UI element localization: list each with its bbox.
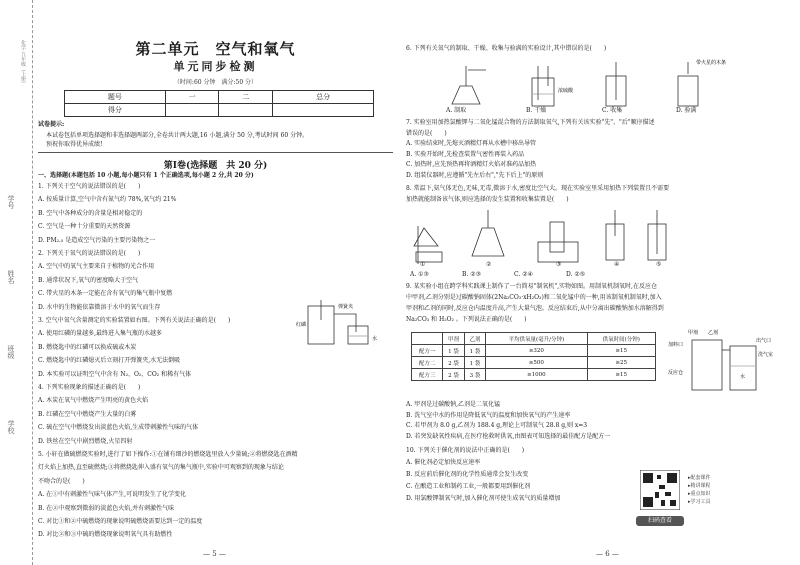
tips-line: 预祝你取得优异成绩! — [46, 141, 103, 148]
q8-fig-label: ⑤ — [656, 261, 662, 268]
unit-subtitle: 单元同步检测 — [173, 60, 258, 73]
text-line: 4. 下列实验现象的描述正确的是( ) — [38, 384, 141, 391]
q3-apparatus-figure — [296, 296, 388, 350]
text-line: 3. 空气中氧气含量测定的实验装置如右图。下列有关说法正确的是( ) — [38, 317, 231, 324]
label-spark-stick: 带火星的木条 — [696, 60, 727, 66]
page-number: — 6 — — [596, 550, 619, 558]
table-cell: ≥25 — [587, 357, 656, 369]
tips-line: 本试卷包括单项选择题和非选择题两部分,全卷共计两大题,16 小题,满分 50 分,考试时间 60 分钟。 — [46, 132, 309, 139]
table-cell: 3 袋 — [464, 369, 485, 381]
q9-header: 平均供氧量(毫升/分钟) — [486, 333, 587, 345]
label-spring-clip: 弹簧夹 — [338, 304, 354, 310]
scan-button[interactable]: 扫码查看 — [636, 516, 684, 526]
text-line: 甲剂和乙剂的同时,反应仓内温度升高,产生大量气泡。反应结束后,从中分离出碳酸钠加水溶解得到 — [406, 305, 664, 312]
q6-stem: 6. 下列有关氧气的制取、干燥、收集与验满的实验设计,其中错误的是( ) — [406, 45, 607, 52]
label-water: 水 — [740, 374, 746, 380]
table-cell: 配方二 — [412, 357, 443, 369]
tips-label: 试卷提示: — [38, 121, 65, 128]
q6-option: C. 收集 — [602, 107, 623, 114]
table-row — [412, 369, 656, 381]
text-line: 中甲剂,乙剂分别是过碳酸钠固体(2Na₂CO₃·xH₂O₂)和二氧化锰中的一种,用该制氧机制氧时,加入 — [406, 294, 662, 301]
score-header: 题号 — [65, 91, 166, 104]
gutter-class-label: 班级 — [7, 345, 15, 359]
table-cell: 2 袋 — [443, 369, 464, 381]
text-line: A. 甲剂是过碳酸钠,乙剂是二氧化锰 — [406, 401, 501, 408]
q9-header — [412, 333, 443, 345]
qr-tag: ▸精讲课程 — [688, 483, 711, 489]
gutter-id-label: 学号 — [7, 195, 15, 209]
qr-code-icon — [640, 470, 680, 510]
text-line: D. 本实验可以证明空气中含有 N₂、O₂、CO₂ 和稀有气体 — [38, 370, 192, 378]
score-header: 一 — [165, 91, 219, 104]
score-header: 总分 — [273, 91, 374, 104]
text-line: 1. 下列关于空气的说法错误的是( ) — [38, 183, 141, 190]
right-page — [400, 0, 800, 565]
label-wash-chamber: 洗气室 — [758, 352, 774, 358]
text-line: B. 反应前后催化剂的化学性质通常会发生改变 — [406, 471, 529, 478]
q8-fig-label: ④ — [614, 261, 620, 268]
divider — [38, 152, 393, 153]
q9-device-figure — [668, 326, 786, 396]
q6-option: A. 制取 — [446, 107, 467, 114]
page-number: — 5 — — [203, 550, 226, 558]
text-line: B. 通常状况下,氧气的密度略大于空气 — [38, 276, 139, 284]
text-line: A. 催化剂必定加快反应速率 — [406, 459, 481, 466]
table-cell: 1 袋 — [464, 357, 485, 369]
label-red-phosphorus: 红磷 — [296, 322, 307, 328]
text-line: D. 对比②和③中硫的燃烧现象说明氧气具有助燃性 — [38, 531, 173, 539]
text-line: C. 若甲剂为 8.0 g,乙剂为 188.4 g,理论上可制氧气 28.8 g,则 x=3 — [406, 422, 588, 429]
q8-option: A. ①③ — [410, 271, 429, 278]
table-cell: 配方三 — [412, 369, 443, 381]
table-row — [412, 345, 656, 357]
label-outlet: 出气口 — [756, 338, 772, 344]
text-line: C. 燃烧匙中的红磷熄灭后立刻打开弹簧夹,水无法倒吸 — [38, 357, 181, 365]
table-cell: ≥15 — [587, 369, 656, 381]
part1-description: 一、选择题(本题包括 10 小题,每小题只有 1 个正确选项,每小题 2 分,共 20 分) — [38, 172, 254, 179]
text-line: C. 硫在空气中燃烧发出淡蓝色火焰,生成带刺激性气味的气体 — [38, 424, 199, 432]
text-line: 9. 某实验小组在跨学科实践课上制作了一台简易"制氧机",实物如图。用制氧机制氧时,在反应仓 — [406, 283, 657, 290]
score-row-label: 得分 — [65, 104, 166, 117]
text-line: B. 空气中各种成分的含量是相对稳定的 — [38, 209, 143, 217]
q9-header: 乙剂 — [464, 333, 485, 345]
label-conc-sulfuric: 浓硫酸 — [558, 88, 574, 94]
gutter-grade-label: 化学 九年级（上册） — [20, 40, 26, 87]
unit-title: 第二单元 空气和氧气 — [135, 40, 296, 58]
binding-gutter — [0, 0, 33, 565]
gutter-school-label: 学校 — [7, 420, 15, 434]
text-line: D. 铁丝在空气中剧烈燃烧,火星四射 — [38, 437, 133, 445]
text-line: B. 红磷在空气中燃烧产生大量的白雾 — [38, 410, 137, 418]
text-line: D. 水中的生物能依靠微溶于水中的氧气而生存 — [38, 303, 161, 311]
text-line: Na₂CO₃ 和 H₂O₂ 。下列说法正确的是( ) — [406, 316, 527, 323]
text-line: 10. 下列关于催化剂的说法中正确的是( ) — [406, 447, 525, 454]
text-line: 2. 下列关于氧气的说法错误的是( ) — [38, 250, 141, 257]
q8-option: D. ②⑤ — [566, 271, 586, 278]
table-cell: 2 袋 — [443, 357, 464, 369]
score-cell[interactable] — [273, 104, 374, 117]
qr-tag: ▸学习工具 — [688, 499, 711, 505]
text-line: A. 按质量计算,空气中含有氮气约 78%,氧气约 21% — [38, 196, 177, 204]
q6-option: D. 验满 — [676, 107, 697, 114]
text-line: D. 用氯酸钾制氧气时,加入催化剂可使生成氧气的质量增加 — [406, 495, 561, 502]
q6-option: B. 干燥 — [526, 107, 547, 114]
text-line: C. 带火星的木条一定能在含有氧气的集气瓶中复燃 — [38, 290, 173, 298]
text-line: D. 若突发缺氧性疾病,在医疗抢救时供氧,由图表可知选择的最佳配方是配方一 — [406, 432, 611, 440]
table-cell: 1 袋 — [464, 345, 485, 357]
text-line: 8. 常温下,氨气体无色,无味,无毒,微溶于水,密度比空气大。现在实验室里采用加热下列装置且不需要 — [406, 185, 670, 192]
label-reaction-chamber: 反应仓 — [668, 370, 684, 376]
q9-header: 甲剂 — [443, 333, 464, 345]
text-line: 加热就能制备该气体,则应选择的发生装置和收集装置是( ) — [406, 195, 569, 203]
table-cell: ≥1000 — [486, 369, 587, 381]
q8-option: B. ②③ — [462, 271, 481, 278]
q8-option: C. ②④ — [514, 271, 533, 278]
table-cell: 配方一 — [412, 345, 443, 357]
table-row — [412, 357, 656, 369]
gutter-name-label: 姓名 — [7, 270, 15, 284]
table-cell: 1 袋 — [443, 345, 464, 357]
exam-meta: （时间:60 分钟 满分:50 分） — [173, 79, 258, 86]
table-cell: ≥15 — [587, 345, 656, 357]
qr-tag: ▸配套课件 — [688, 475, 711, 481]
text-line: A. 实验结束时,先熄灭酒精灯再从水槽中移出导管 — [406, 140, 537, 147]
text-line: B. 洗气室中水的作用是降低氧气的温度和加快氧气的产生速率 — [406, 411, 571, 419]
text-line: 灯火焰上加热,直至硫燃烧;③将燃烧匙伸入盛有氧气的集气瓶中,实验中可观察到的现象与结论 — [38, 464, 284, 472]
label-agent-a: 甲剂 — [688, 330, 699, 336]
q8-fig-label: ① — [420, 261, 426, 268]
text-line: 5. 小轩在做硫燃烧实验时,进行了如下操作:①在铺有细沙的燃烧匙里放入少量硫;②将燃烧匙在酒精 — [38, 451, 298, 458]
text-line: A. 木炭在氧气中燃烧产生明亮的黄色火焰 — [38, 397, 149, 405]
text-line: B. 实验开始时,先检查装置气密性再装入药品 — [406, 150, 525, 158]
q8-fig-label: ③ — [556, 261, 562, 268]
text-line: 错误的是( ) — [406, 129, 447, 137]
text-line: A. 在①中有刺激性气味气体产生,可说明发生了化学变化 — [38, 491, 187, 499]
q9-header: 供氧时间(分钟) — [587, 333, 656, 345]
qr-tag-list — [688, 474, 711, 506]
q9-header-row — [412, 333, 656, 345]
text-line: B. 在②中观察到微弱的淡蓝色火焰,并有刺激性气味 — [38, 504, 175, 512]
label-inlet: 加料口 — [668, 342, 684, 348]
text-line: 不吻合的是( ) — [38, 477, 85, 485]
text-line: A. 空气中的氧气主要来自于植物的光合作用 — [38, 263, 155, 271]
q9-table — [411, 332, 656, 381]
score-table — [64, 90, 374, 117]
label-water: 水 — [372, 336, 378, 342]
table-cell: ≥500 — [486, 357, 587, 369]
q6-figures — [446, 56, 746, 114]
text-line: D. PM₂.₅ 是造成空气污染的主要污染物之一 — [38, 236, 156, 244]
label-agent-b: 乙剂 — [708, 330, 719, 336]
table-cell: ≥320 — [486, 345, 587, 357]
text-line: 7. 实验室用加热氯酸钾与二氧化锰混合物的方法制取氧气,下列有关该实验"先"、"后"顺序描述 — [406, 119, 655, 126]
score-row — [65, 104, 374, 117]
score-header-row — [65, 91, 374, 104]
text-line: C. 在酿造工业和制药工业,一般都要用到催化剂 — [406, 483, 531, 490]
part1-title: 第Ⅰ卷(选择题 共 20 分) — [163, 161, 268, 171]
q8-figures — [410, 206, 670, 270]
score-cell[interactable] — [165, 104, 219, 117]
text-line: B. 燃烧匙中的红磷可以换成硫或木炭 — [38, 343, 137, 351]
text-line: A. 使用红磷的量越多,最终进入集气瓶的水越多 — [38, 330, 163, 338]
q8-fig-label: ② — [486, 261, 492, 268]
qr-tag: ▸重点知识 — [688, 491, 711, 497]
text-line: C. 空气是一种十分重要的天然资源 — [38, 223, 131, 231]
text-line: D. 组装仪器时,应遵循"先左后右","先下后上"的原则 — [406, 171, 544, 179]
score-header: 二 — [219, 91, 273, 104]
text-line: C. 对比①和②中硫燃烧的现象说明硫燃烧需要达到一定的温度 — [38, 518, 203, 525]
score-cell[interactable] — [219, 104, 273, 117]
text-line: C. 加热时,应先预热再将酒精灯火焰对准药品加热 — [406, 161, 537, 168]
